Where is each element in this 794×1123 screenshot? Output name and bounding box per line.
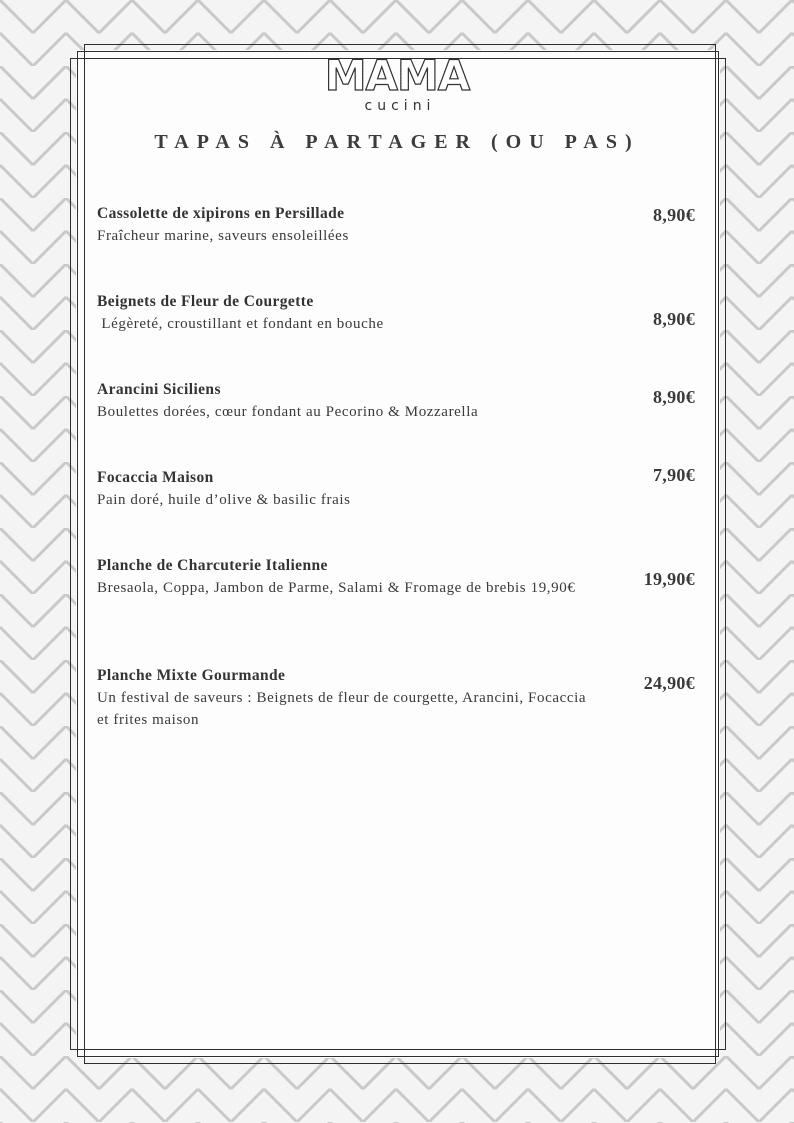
menu-item [97,555,697,599]
menu-item-name: Planche Mixte Gourmande [97,667,286,684]
menu-item-price: 24,90€ [643,673,695,693]
logo-subtitle: cucini [364,98,436,114]
menu-item-description: Fraîcheur marine, saveurs ensoleillées [97,228,349,244]
menu-item-description: Bresaola, Coppa, Jambon de Parme, Salami & Fromage de brebis 19,90€ [97,580,576,596]
menu-item-description: Un festival de saveurs : Beignets de fleur de courgette, Arancini, Focaccia et frites maison [97,690,587,728]
menu-item-description: Boulettes dorées, cœur fondant au Pecorino & Mozzarella [97,404,479,420]
menu-item [97,291,697,335]
menu-item-price: 8,90€ [653,387,695,407]
menu-item-price: 8,90€ [653,309,695,329]
menu-item-name: Beignets de Fleur de Courgette [97,293,314,310]
logo-wordmark: MAMA [0,56,794,96]
menu-item-price: 19,90€ [643,569,695,589]
menu-item [97,203,697,247]
menu-item [97,467,697,511]
menu-item-name: Cassolette de xipirons en Persillade [97,205,345,222]
menu-item-price: 7,90€ [653,465,695,485]
menu-item [97,379,697,423]
menu-item [97,665,697,731]
menu-item-description: Légèreté, croustillant et fondant en bouche [97,316,384,332]
frame-inner-border [84,44,716,1064]
menu-item-description: Pain doré, huile d’olive & basilic frais [97,492,351,508]
section-title: TAPAS À PARTAGER (OU PAS) [154,131,640,153]
brand-logo [0,51,794,114]
menu-item-price: 8,90€ [653,205,695,225]
menu-item-name: Focaccia Maison [97,469,214,486]
menu-item-name: Arancini Siciliens [97,381,221,398]
menu-item-name: Planche de Charcuterie Italienne [97,557,328,574]
